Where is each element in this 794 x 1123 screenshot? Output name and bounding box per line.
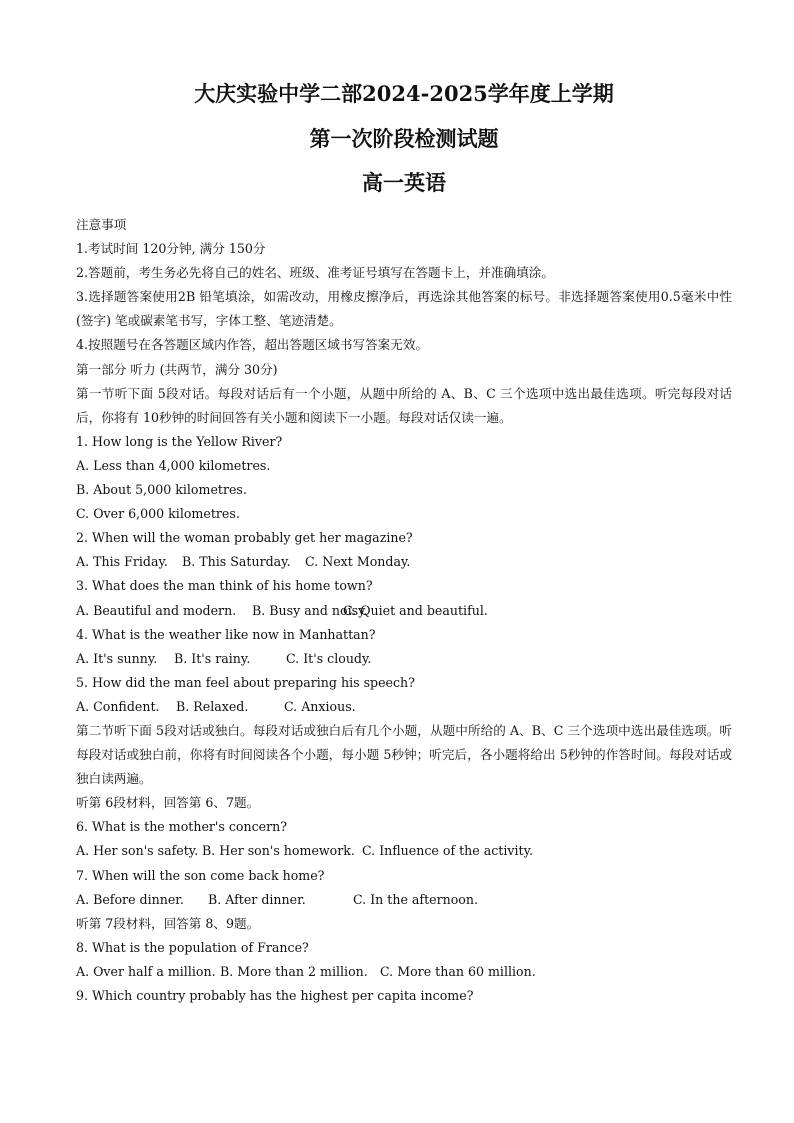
option: A. Confident. xyxy=(76,698,160,714)
section-instructions: 第一节听下面 5段对话。每段对话后有一个小题，从题中所给的 A、B、C 三个选项中选出最佳选项。听完每段对话后，你将有 10秒钟的时间回答有关小题和阅读下一小题。每段对话仅读一遍。 xyxy=(76,385,732,425)
exam-subject: 高一英语 xyxy=(362,170,446,195)
option: C. It's cloudy. xyxy=(286,650,372,666)
option: C. Over 6,000 kilometres. xyxy=(76,506,240,522)
option: B. About 5,000 kilometres. xyxy=(76,482,247,498)
option: C. More than 60 million. xyxy=(380,963,536,979)
notice-item: 4.按照题号在各答题区域内作答，超出答题区域书写答案无效。 xyxy=(76,337,429,353)
notice-heading: 注意事项 xyxy=(76,217,127,232)
material-instruction: 听第 7段材料，回答第 8、9题。 xyxy=(76,915,260,931)
part-heading: 第一部分 听力 (共两节，满分 30分) xyxy=(76,361,278,377)
option: B. More than 2 million. xyxy=(220,963,368,979)
option: A. Beautiful and modern. xyxy=(76,602,237,618)
option: A. Less than 4,000 kilometres. xyxy=(76,457,271,473)
options-row xyxy=(76,888,732,912)
option: B. This Saturday. xyxy=(182,554,291,570)
question-stem: 5. How did the man feel about preparing his speech? xyxy=(76,674,415,690)
option: B. Her son's homework. xyxy=(202,843,355,859)
options-row xyxy=(76,695,732,719)
notice-item: 3.选择题答案使用2B 铅笔填涂，如需改动，用橡皮擦净后，再选涂其他答案的标号。非选择题答案使用0.5毫米中性(签字) 笔或碳素笔书写，字体工整、笔迹清楚。 xyxy=(76,289,732,329)
option: A. This Friday. xyxy=(76,554,168,570)
options-row xyxy=(76,599,732,623)
exam-subtitle: 第一次阶段检测试题 xyxy=(309,126,499,151)
option: C. Quiet and beautiful. xyxy=(343,602,488,618)
option: C. Influence of the activity. xyxy=(362,843,534,859)
question-stem: 4. What is the weather like now in Manhattan? xyxy=(76,626,376,642)
options-row xyxy=(76,839,732,863)
exam-title: 大庆实验中学二部2024-2025学年度上学期 xyxy=(194,81,614,106)
option: C. Next Monday. xyxy=(305,554,411,570)
option: A. Her son's safety. xyxy=(76,843,199,859)
question-stem: 2. When will the woman probably get her magazine? xyxy=(76,530,413,546)
option: A. Before dinner. xyxy=(76,891,184,907)
option: B. Busy and noisy. xyxy=(252,602,368,618)
options-row xyxy=(76,647,732,671)
option: A. Over half a million. xyxy=(76,963,216,979)
option: B. Relaxed. xyxy=(176,698,249,714)
options-row xyxy=(76,550,732,574)
option: C. In the afternoon. xyxy=(353,891,479,907)
option: B. It's rainy. xyxy=(174,650,251,666)
option: B. After dinner. xyxy=(208,891,306,907)
option: C. Anxious. xyxy=(284,698,356,714)
options-row xyxy=(76,960,732,984)
section-instructions: 第二节听下面 5段对话或独白。每段对话或独白后有几个小题，从题中所给的 A、B、C 三个选项中选出最佳选项。听每段对话或独白前，你将有时间阅读各个小题，每小题 5秒钟；听完后，各小题将给出 5秒钟的作答时间。每段对话或独白读两遍。 xyxy=(76,722,732,787)
option: A. It's sunny. xyxy=(76,650,158,666)
question-stem: 8. What is the population of France? xyxy=(76,939,309,955)
question-stem: 7. When will the son come back home? xyxy=(76,867,325,883)
material-instruction: 听第 6段材料，回答第 6、7题。 xyxy=(76,795,260,811)
notice-item: 2.答题前，考生务必先将自己的姓名、班级、准考证号填写在答题卡上，并准确填涂。 xyxy=(76,265,554,281)
question-stem: 3. What does the man think of his home town? xyxy=(76,578,373,594)
question-stem: 9. Which country probably has the highest per capita income? xyxy=(76,988,474,1003)
question-stem: 1. How long is the Yellow River? xyxy=(76,433,283,449)
notice-item: 1.考试时间 120分钟, 满分 150分 xyxy=(76,241,266,257)
question-stem: 6. What is the mother's concern? xyxy=(76,819,288,835)
